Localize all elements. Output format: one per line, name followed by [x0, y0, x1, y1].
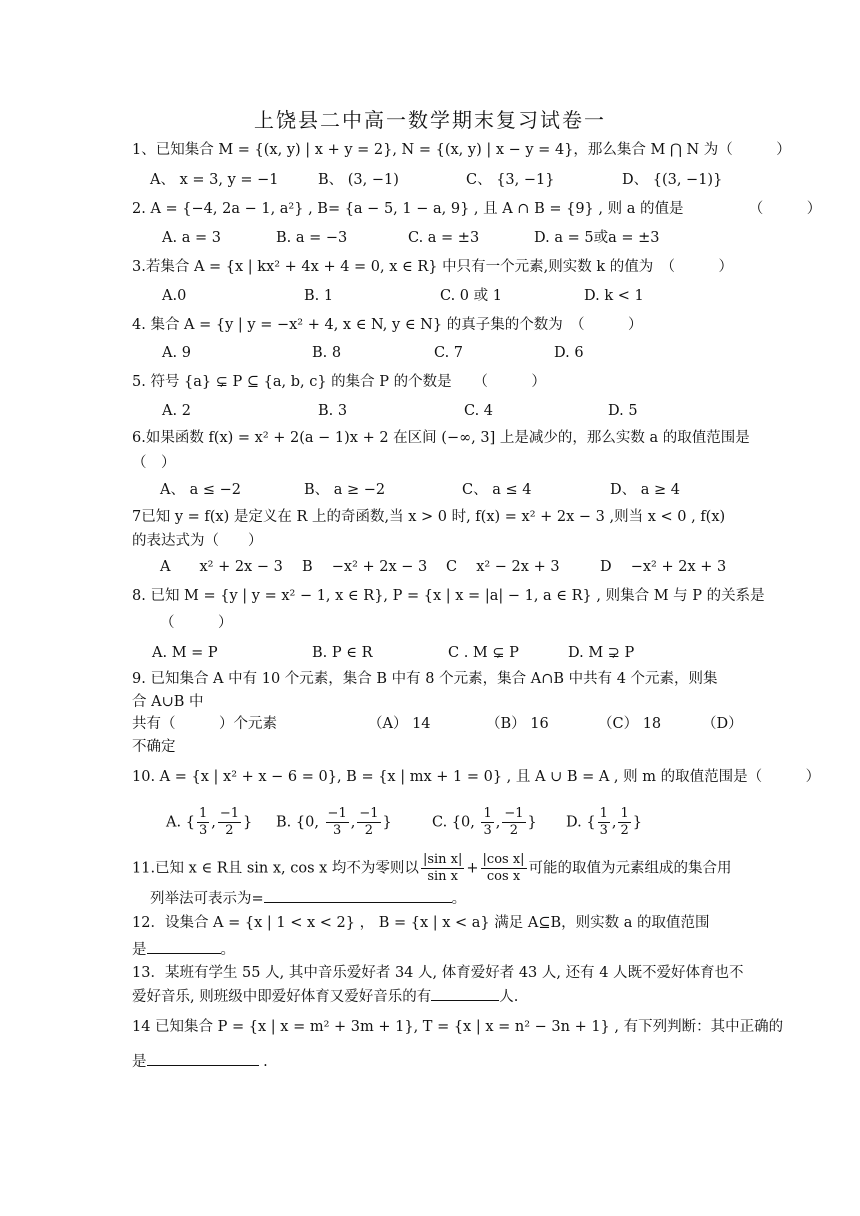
answer-blank[interactable]	[147, 1051, 259, 1066]
question-13-stem: 13．某班有学生 55 人, 其中音乐爱好者 34 人, 体育爱好者 43 人, 还有 4 人既不爱好体育也不	[132, 965, 744, 981]
option-label: A.	[166, 814, 182, 831]
numerator: −1	[359, 806, 379, 821]
denominator: 2	[364, 823, 374, 838]
question-2-option-a: A. a = 3	[162, 230, 221, 246]
question-8-stem-cont: （ ）	[160, 615, 233, 631]
question-9-stem-cont-2: 共有（ ）个元素	[132, 716, 277, 732]
question-1-option-d: D、 {(3, −1)}	[622, 172, 723, 188]
question-10-option-b: B. {0, $\frac{-1}{3}$ , $\frac{-1}{2}$ }	[276, 806, 392, 838]
question-4-option-c: C. 7	[434, 345, 464, 361]
denominator: sin x	[427, 869, 458, 884]
set-close: }	[527, 814, 537, 831]
question-8-option-a: A. M = P	[152, 645, 218, 661]
question-7-option-b: B −x² + 2x − 3	[302, 559, 428, 575]
stem-text: 是	[132, 1054, 147, 1070]
option-label: C.	[432, 814, 448, 831]
fraction	[357, 806, 380, 839]
question-3-option-b: B. 1	[304, 288, 334, 304]
question-8-option-c: C . M ⊊ P	[448, 645, 519, 661]
question-1-stem: 1、已知集合 M = {(x, y) | x + y = 2}, N = {(x, y) | x − y = 4}，那么集合 M ⋂ N 为（ ）	[132, 142, 791, 158]
numerator: −1	[504, 806, 524, 821]
question-2-option-d: D. a = 5或a = ±3	[534, 230, 660, 246]
numerator: |sin x|	[422, 852, 463, 867]
fraction	[218, 806, 241, 839]
question-9-option-c: （C） 18	[598, 716, 662, 732]
question-8-option-b: B. P ∈ R	[312, 645, 373, 661]
numerator: 1	[599, 806, 608, 821]
question-13-stem-cont	[132, 986, 518, 1007]
numerator: −1	[219, 806, 239, 821]
set-open: {0,	[451, 814, 480, 831]
fraction	[502, 806, 525, 839]
question-12-stem-cont	[132, 939, 235, 960]
question-7-option-d: D −x² + 2x + 3	[600, 559, 727, 575]
question-3-option-d: D. k < 1	[584, 288, 644, 304]
fraction	[598, 806, 610, 839]
question-4-stem: 4. 集合 A = {y | y = −x² + 4, x ∈ N, y ∈ N} 的真子集的个数为 （ ）	[132, 317, 643, 333]
stem-text: 可能的取值为元素组成的集合用	[528, 860, 732, 877]
question-9-option-a: （A） 14	[368, 716, 431, 732]
stem-text: 。	[451, 891, 467, 907]
set-close: }	[243, 814, 253, 831]
question-9-option-b: （B） 16	[486, 716, 549, 732]
fraction-cos	[481, 852, 527, 885]
question-11-stem	[132, 852, 732, 885]
fraction	[197, 806, 209, 839]
fraction-sin	[421, 852, 464, 885]
set-open: {0,	[295, 814, 324, 831]
question-10-stem: 10. A = {x | x² + x − 6 = 0}, B = {x | mx + 1 = 0} , 且 A ∪ B = A , 则 m 的取值范围是（ ）	[132, 769, 821, 785]
question-10-option-d: D. { $\frac{1}{3}$ , $\frac{1}{2}$ }	[566, 806, 642, 838]
question-1-option-b: B、 (3, −1)	[318, 172, 399, 188]
stem-text: 11.已知 x ∈ R且 sin x, cos x 均不为零则以	[132, 860, 419, 877]
denominator: 3	[483, 823, 492, 838]
question-8-stem: 8. 已知 M = {y | y = x² − 1, x ∈ R}, P = {x | x = |a| − 1, a ∈ R} , 则集合 M 与 P 的关系是	[132, 588, 765, 604]
question-1-option-a: A、 x = 3, y = −1	[150, 172, 279, 188]
question-4-option-a: A. 9	[162, 345, 191, 361]
question-6-option-a: A、 a ≤ −2	[160, 482, 241, 498]
stem-text: 列举法可表示为=	[150, 891, 264, 907]
question-9-stem-cont: 合 A∪B 中	[132, 694, 204, 710]
question-7-option-a: A x² + 2x − 3	[160, 559, 283, 575]
stem-text: .	[258, 1054, 268, 1070]
question-6-option-d: D、 a ≥ 4	[610, 482, 680, 498]
question-2-option-c: C. a = ±3	[408, 230, 480, 246]
denominator: 3	[198, 823, 208, 838]
numerator: 1	[198, 806, 208, 821]
question-4-option-b: B. 8	[312, 345, 342, 361]
question-3-stem: 3.若集合 A = {x | kx² + 4x + 4 = 0, x ∈ R} 中只有一个元素,则实数 k 的值为 （ ）	[132, 259, 733, 275]
fraction	[618, 806, 630, 839]
question-6-option-c: C、 a ≤ 4	[462, 482, 532, 498]
answer-blank[interactable]	[147, 939, 221, 954]
set-open: {	[185, 814, 195, 831]
question-2-option-b: B. a = −3	[276, 230, 348, 246]
stem-text: 。	[220, 942, 235, 958]
answer-blank[interactable]	[431, 986, 499, 1001]
plus-sign: +	[466, 860, 479, 877]
question-7-stem-cont: 的表达式为（ ）	[132, 533, 263, 549]
question-14-stem-cont	[132, 1051, 268, 1072]
question-9-option-d-text: 不确定	[132, 739, 176, 755]
denominator: 3	[332, 823, 342, 838]
question-1-option-c: C、 {3, −1}	[466, 172, 555, 188]
stem-text: 是	[132, 942, 147, 958]
denominator: cos x	[486, 869, 521, 884]
numerator: 1	[620, 806, 629, 821]
question-9-option-d: （D）	[702, 716, 743, 732]
option-label: B.	[276, 814, 292, 831]
question-6-stem: 6.如果函数 f(x) = x² + 2(a − 1)x + 2 在区间 (−∞, 3] 上是减少的，那么实数 a 的取值范围是	[132, 430, 750, 446]
stem-text: 人.	[499, 989, 519, 1005]
denominator: 2	[225, 823, 234, 838]
question-12-stem: 12．设集合 A = {x | 1 < x < 2} ， B = {x | x < a} 满足 A⊆B，则实数 a 的取值范围	[132, 915, 710, 931]
question-5-option-d: D. 5	[608, 403, 638, 419]
question-6-stem-cont: （ ）	[132, 455, 176, 471]
question-5-option-c: C. 4	[464, 403, 494, 419]
numerator: −1	[327, 806, 347, 821]
question-3-option-c: C. 0 或 1	[440, 288, 502, 304]
question-6-option-b: B、 a ≥ −2	[304, 482, 386, 498]
fraction	[326, 806, 349, 839]
question-11-stem-cont	[150, 888, 466, 909]
denominator: 3	[599, 823, 608, 838]
stem-text: 爱好音乐, 则班级中即爱好体育又爱好音乐的有	[132, 989, 432, 1005]
question-2-stem: 2. A = {−4, 2a − 1, a²} , B= {a − 5, 1 − a, 9} , 且 A ∩ B = {9} , 则 a 的值是 （ ）	[132, 201, 822, 217]
page-title: 上饶县二中高一数学期末复习试卷一	[254, 108, 606, 132]
denominator: 2	[509, 823, 519, 838]
question-7-stem: 7已知 y = f(x) 是定义在 R 上的奇函数,当 x > 0 时, f(x) = x² + 2x − 3 ,则当 x < 0 , f(x)	[132, 509, 726, 525]
question-5-option-a: A. 2	[162, 403, 191, 419]
question-10-option-a: A. { $\frac{1}{3}$ , $\frac{-1}{2}$ }	[166, 806, 253, 838]
question-9-stem: 9. 已知集合 A 中有 10 个元素，集合 B 中有 8 个元素，集合 A∩B 中共有 4 个元素，则集	[132, 671, 718, 687]
set-open: {	[586, 814, 596, 831]
question-14-stem: 14 已知集合 P = {x | x = m² + 3m + 1}, T = {x | x = n² − 3n + 1} , 有下列判断：其中正确的	[132, 1019, 784, 1035]
question-8-option-d: D. M ⊋ P	[568, 645, 635, 661]
denominator: 2	[620, 823, 629, 838]
numerator: 1	[483, 806, 492, 821]
question-10-option-c: C. {0, $\frac{1}{3}$ , $\frac{-1}{2}$ }	[432, 806, 537, 838]
numerator: |cos x|	[482, 852, 525, 867]
set-close: }	[382, 814, 392, 831]
option-label: D.	[566, 814, 582, 831]
fraction	[481, 806, 493, 839]
question-4-option-d: D. 6	[554, 345, 584, 361]
set-close: }	[632, 814, 642, 831]
answer-blank[interactable]	[264, 888, 452, 903]
question-7-option-c: C x² − 2x + 3	[446, 559, 560, 575]
question-5-option-b: B. 3	[318, 403, 348, 419]
question-3-option-a: A.0	[162, 288, 187, 304]
question-5-stem: 5. 符号 {a} ⊊ P ⊆ {a, b, c} 的集合 P 的个数是 （ ）	[132, 374, 546, 390]
